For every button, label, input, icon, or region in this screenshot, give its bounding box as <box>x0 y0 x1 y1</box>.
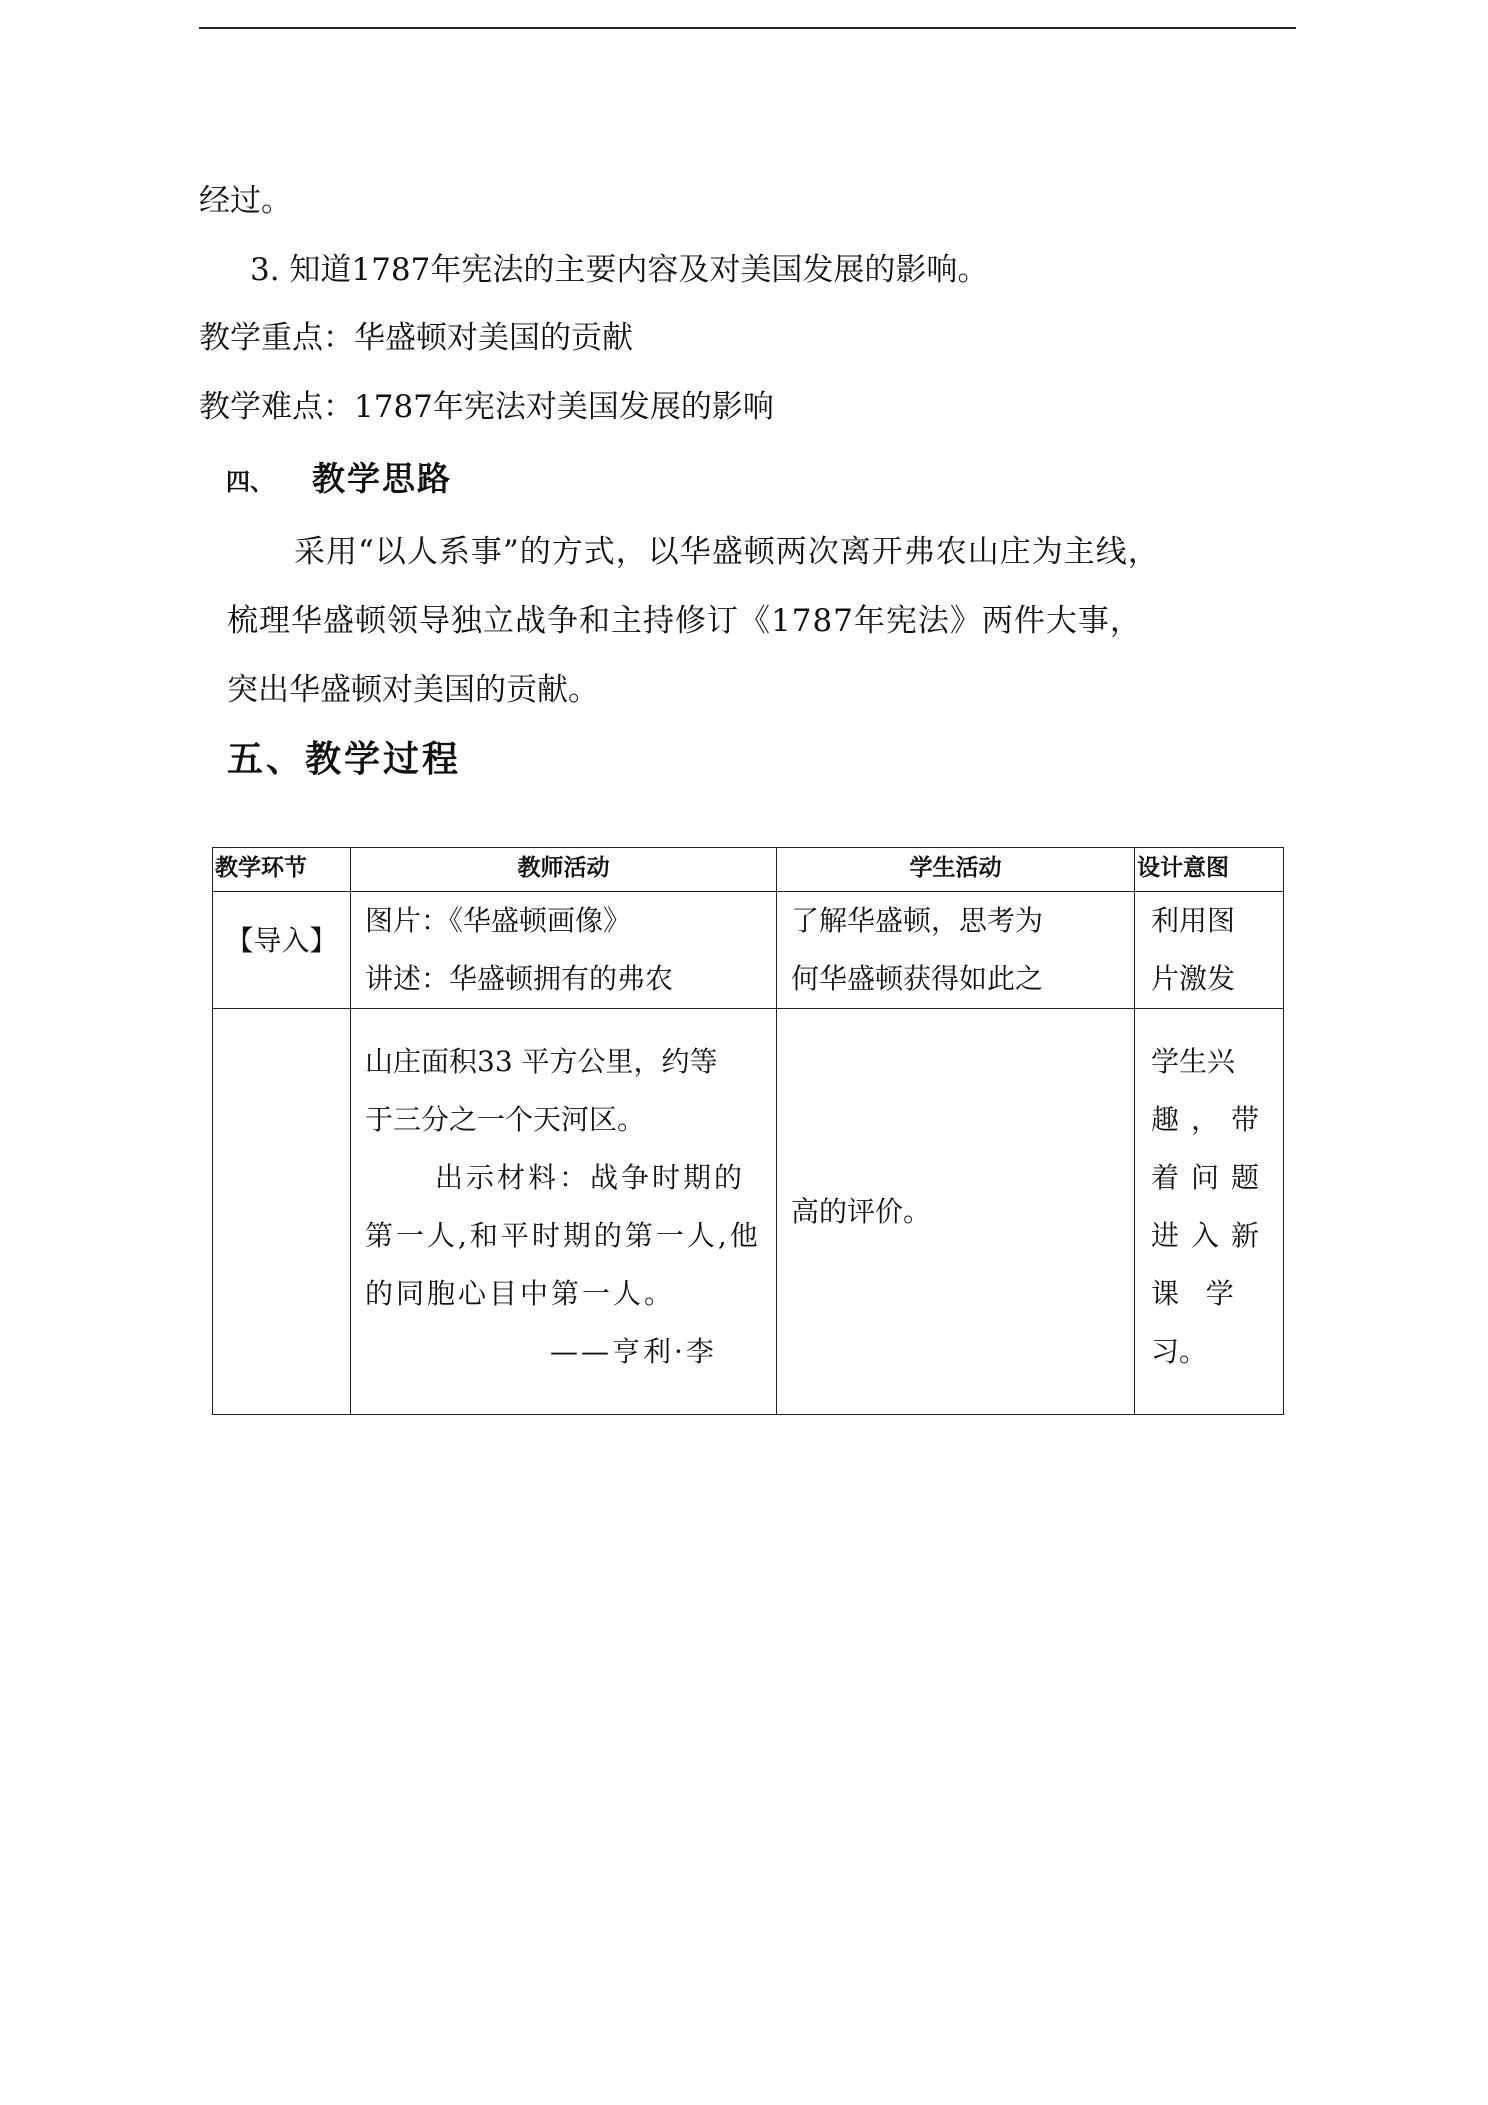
design-line: 着问题 <box>1151 1161 1272 1194</box>
design-line: 习。 <box>1151 1335 1208 1368</box>
student-cell <box>777 1009 1135 1415</box>
text-line: 经过。 <box>199 183 292 219</box>
teacher-cell <box>351 1009 777 1415</box>
quote-line: 的同胞心目中第一人。 <box>365 1277 676 1310</box>
design-line: 利用图 <box>1151 904 1236 937</box>
teacher-line: 山庄面积33 平方公里，约等 <box>365 1045 718 1078</box>
section-heading-4 <box>226 459 452 502</box>
teacher-line: 图片：《华盛顿画像》 <box>365 904 632 937</box>
design-cell <box>1135 892 1284 1009</box>
quote-intro: 出示材料：战争时期的 <box>435 1161 746 1194</box>
teaching-focus: 教学重点：华盛顿对美国的贡献 <box>199 320 633 356</box>
design-line: 趣，带 <box>1151 1103 1272 1136</box>
table-row <box>213 892 1284 1009</box>
header-rule <box>199 27 1296 29</box>
teacher-cell <box>351 892 777 1009</box>
student-line: 高的评价。 <box>791 1194 932 1228</box>
paragraph-line: 突出华盛顿对美国的贡献。 <box>227 672 599 708</box>
teacher-line: 讲述：华盛顿拥有的弗农 <box>365 962 674 995</box>
table-header-row <box>213 848 1284 892</box>
quote-author: ——亨利·李 <box>550 1335 717 1368</box>
section-title: 教学思路 <box>312 459 452 498</box>
objective-3: 3. 知道1787年宪法的主要内容及对美国发展的影响。 <box>250 252 989 288</box>
header-design: 设计意图 <box>1135 848 1284 892</box>
header-student: 学生活动 <box>777 848 1135 892</box>
design-line: 进入新 <box>1151 1219 1272 1252</box>
teaching-process-table <box>212 847 1284 1415</box>
design-line: 课 学 <box>1151 1277 1234 1310</box>
header-stage: 教学环节 <box>213 848 351 892</box>
student-line: 何华盛顿获得如此之 <box>791 962 1044 995</box>
student-cell <box>777 892 1135 1009</box>
teaching-difficulty: 教学难点：1787年宪法对美国发展的影响 <box>199 389 774 425</box>
teacher-line: 于三分之一个天河区。 <box>365 1103 646 1136</box>
design-line: 学生兴 <box>1151 1045 1236 1078</box>
stage-intro: 【导入】 <box>225 924 338 957</box>
quote-line: 第一人,和平时期的第一人,他 <box>365 1219 761 1252</box>
section-heading-5: 五、教学过程 <box>227 738 462 780</box>
design-line: 片激发 <box>1151 962 1236 995</box>
header-teacher: 教师活动 <box>351 848 777 892</box>
paragraph-line: 采用“以人系事”的方式，以华盛顿两次离开弗农山庄为主线， <box>294 534 1160 570</box>
table-row <box>213 1009 1284 1415</box>
paragraph-line: 梳理华盛顿领导独立战争和主持修订《1787年宪法》两件大事， <box>227 603 1142 639</box>
section-number: 四、 <box>226 467 274 496</box>
stage-cell <box>213 1009 351 1415</box>
design-cell <box>1135 1009 1284 1415</box>
stage-cell <box>213 892 351 1009</box>
student-line: 了解华盛顿，思考为 <box>791 904 1044 937</box>
